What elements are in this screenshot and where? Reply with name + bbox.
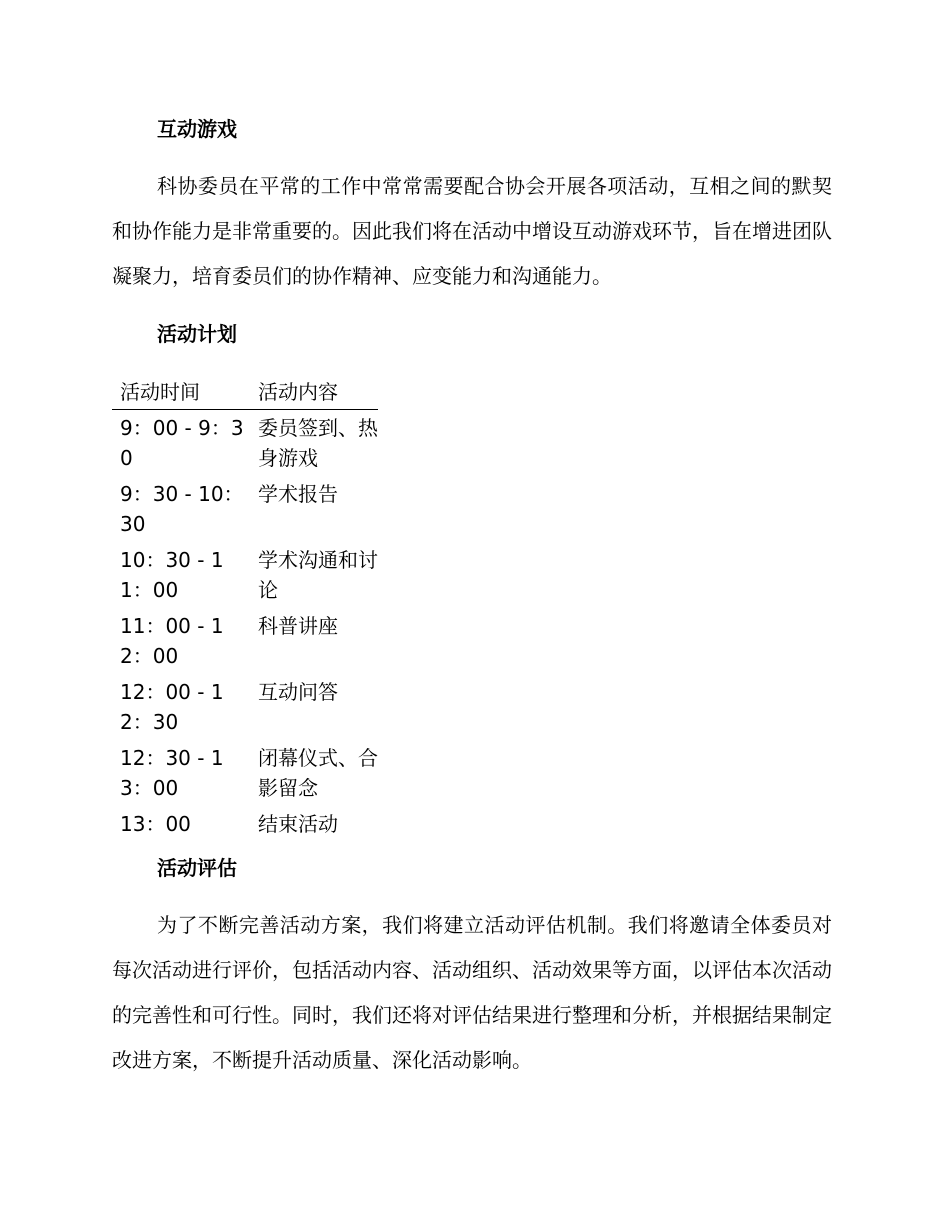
table-row [112, 806, 378, 842]
cell-content-text: 委员签到、热身游戏 [258, 416, 378, 470]
cell-time [112, 674, 250, 740]
cell-time [112, 542, 250, 608]
paragraph-activity-evaluation: 为了不断完善活动方案，我们将建立活动评估机制。我们将邀请全体委员对每次活动进行评价，包括活动内容、活动组织、活动效果等方面，以评估本次活动的完善性和可行性。同时，我们还将对评估结果进行整理和分析，并根据结果制定改进方案，不断提升活动质量、深化活动影响。 [112, 913, 832, 1072]
cell-content [250, 608, 378, 674]
activity-schedule-table [112, 375, 378, 842]
cell-content-text: 结束活动 [258, 812, 338, 836]
paragraph-interactive-games: 科协委员在平常的工作中常常需要配合协会开展各项活动，互相之间的默契和协作能力是非常重要的。因此我们将在活动中增设互动游戏环节，旨在增进团队凝聚力，培育委员们的协作精神、应变能力和沟通能力。 [112, 174, 832, 288]
cell-content [250, 476, 378, 542]
cell-time-text: 9：00 - 9：30 [120, 416, 244, 470]
cell-content-text: 学术沟通和讨论 [258, 548, 378, 602]
cell-content-text: 闭幕仪式、合影留念 [258, 746, 378, 800]
table-row [112, 542, 378, 608]
cell-content-text: 科普讲座 [258, 614, 338, 638]
cell-time [112, 806, 250, 842]
cell-time [112, 740, 250, 806]
header-activity-time: 活动时间 [112, 375, 250, 410]
cell-time [112, 608, 250, 674]
cell-time-text: 12：30 - 13：00 [120, 746, 224, 800]
header-activity-content: 活动内容 [250, 375, 378, 410]
table-header-row [112, 375, 378, 410]
table-row [112, 674, 378, 740]
section-heading-interactive-games: 互动游戏 [157, 117, 237, 141]
table-row [112, 740, 378, 806]
cell-content [250, 806, 378, 842]
cell-time-text: 11：00 - 12：00 [120, 614, 224, 668]
table-row [112, 608, 378, 674]
cell-content [250, 740, 378, 806]
cell-time-text: 13：00 [120, 812, 191, 836]
cell-time-text: 10：30 - 11：00 [120, 548, 224, 602]
cell-time-text: 12：00 - 12：30 [120, 680, 224, 734]
cell-time-text: 9：30 - 10：30 [120, 482, 244, 536]
cell-time [112, 410, 250, 477]
table-row [112, 476, 378, 542]
section-heading-activity-plan: 活动计划 [157, 322, 237, 346]
cell-content [250, 542, 378, 608]
cell-time [112, 476, 250, 542]
section-heading-activity-evaluation: 活动评估 [157, 856, 237, 880]
cell-content [250, 410, 378, 477]
cell-content-text: 学术报告 [258, 482, 338, 506]
cell-content [250, 674, 378, 740]
table-row [112, 410, 378, 477]
cell-content-text: 互动问答 [258, 680, 338, 704]
